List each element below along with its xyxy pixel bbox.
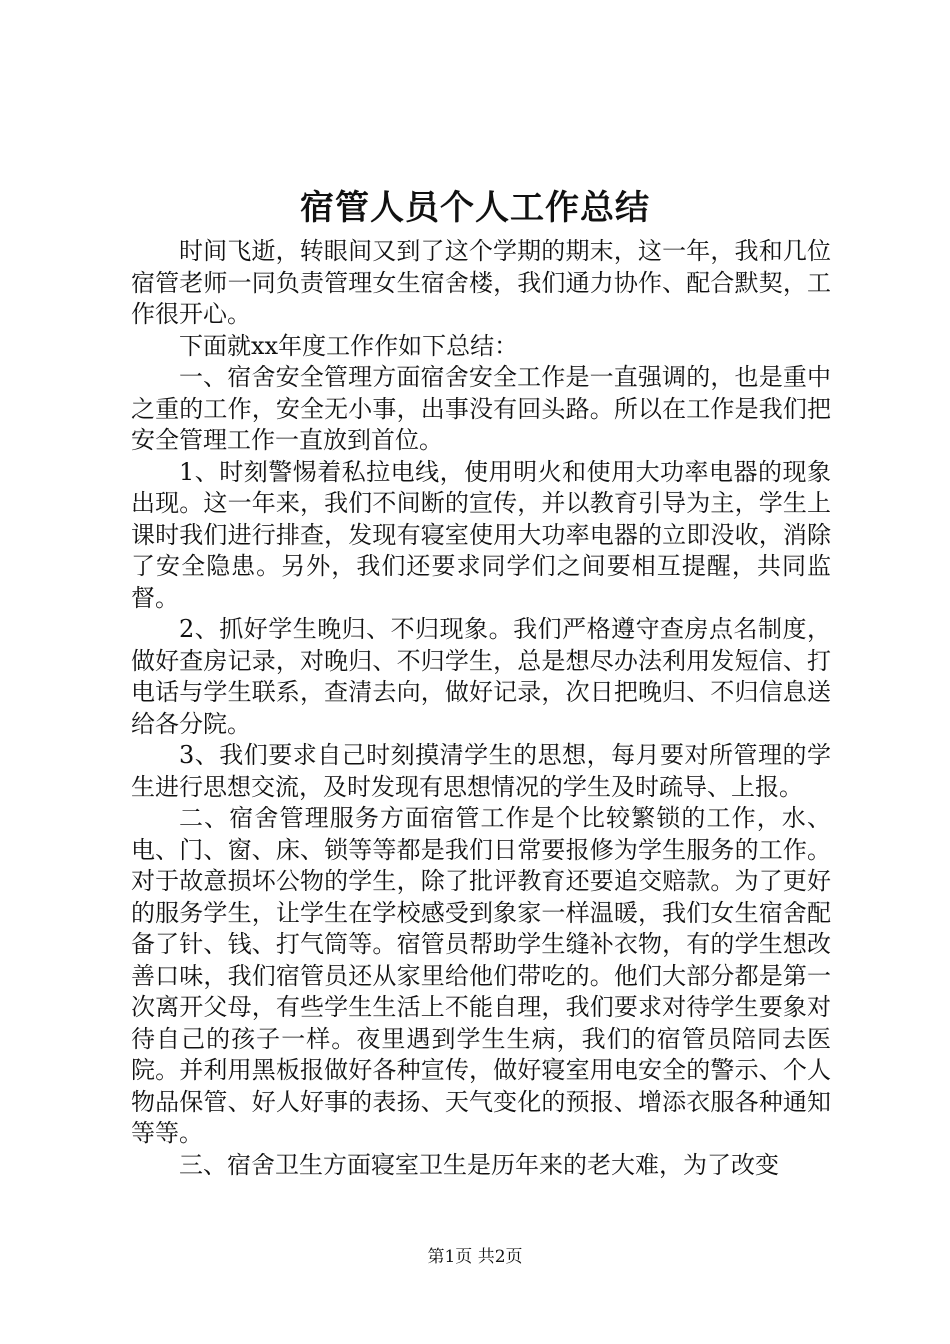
paragraph-summary-lead: 下面就xx年度工作作如下总结： [179,331,519,360]
paragraph-section-hygiene: 三、宿舍卫生方面寝室卫生是历年来的老大难，为了改变 [179,1150,779,1179]
paragraph-safety-item-3: 3、我们要求自己时刻摸清学生的思想，每月要对所管理的学生进行思想交流，及时发现有思想情况的学生及时疏导、上报。 [131,741,831,801]
paragraph-safety-item-1: 1、时刻警惕着私拉电线，使用明火和使用大功率电器的现象出现。这一年来，我们不间断的宣传，并以教育引导为主，学生上课时我们进行排查，发现有寝室使用大功率电器的立即没收，消除了安全隐患。另外，我们还要求同学们之间要相互提醒，共同监督。 [131,457,831,612]
paragraph-intro: 时间飞逝，转眼间又到了这个学期的期末，这一年，我和几位宿管老师一同负责管理女生宿舍楼，我们通力协作、配合默契，工作很开心。 [131,237,831,328]
paragraph-section-safety: 一、宿舍安全管理方面宿舍安全工作是一直强调的，也是重中之重的工作，安全无小事，出事没有回头路。所以在工作是我们把安全管理工作一直放到首位。 [131,363,831,454]
document-body [131,236,831,1181]
document-title: 宿管人员个人工作总结 [300,188,650,228]
paragraph-section-service: 二、宿舍管理服务方面宿管工作是个比较繁锁的工作，水、电、门、窗、床、锁等等都是我们日常要报修为学生服务的工作。对于故意损坏公物的学生，除了批评教育还要追交赔款。为了更好的服务学生，让学生在学校感受到象家一样温暖，我们女生宿舍配备了针、钱、打气筒等。宿管员帮助学生缝补衣物，有的学生想改善口味，我们宿管员还从家里给他们带吃的。他们大部分都是第一次离开父母，有些学生生活上不能自理，我们要求对待学生要象对待自己的孩子一样。夜里遇到学生生病，我们的宿管员陪同去医院。并利用黑板报做好各种宣传，做好寝室用电安全的警示、个人物品保管、好人好事的表扬、天气变化的预报、增添衣服各种通知等等。 [131,804,831,1147]
page-footer: 第1页 共2页 [427,1247,523,1267]
paragraph-safety-item-2: 2、抓好学生晚归、不归现象。我们严格遵守查房点名制度，做好查房记录，对晚归、不归学生，总是想尽办法利用发短信、打电话与学生联系，查清去向，做好记录，次日把晚归、不归信息送给各分院。 [131,615,831,738]
